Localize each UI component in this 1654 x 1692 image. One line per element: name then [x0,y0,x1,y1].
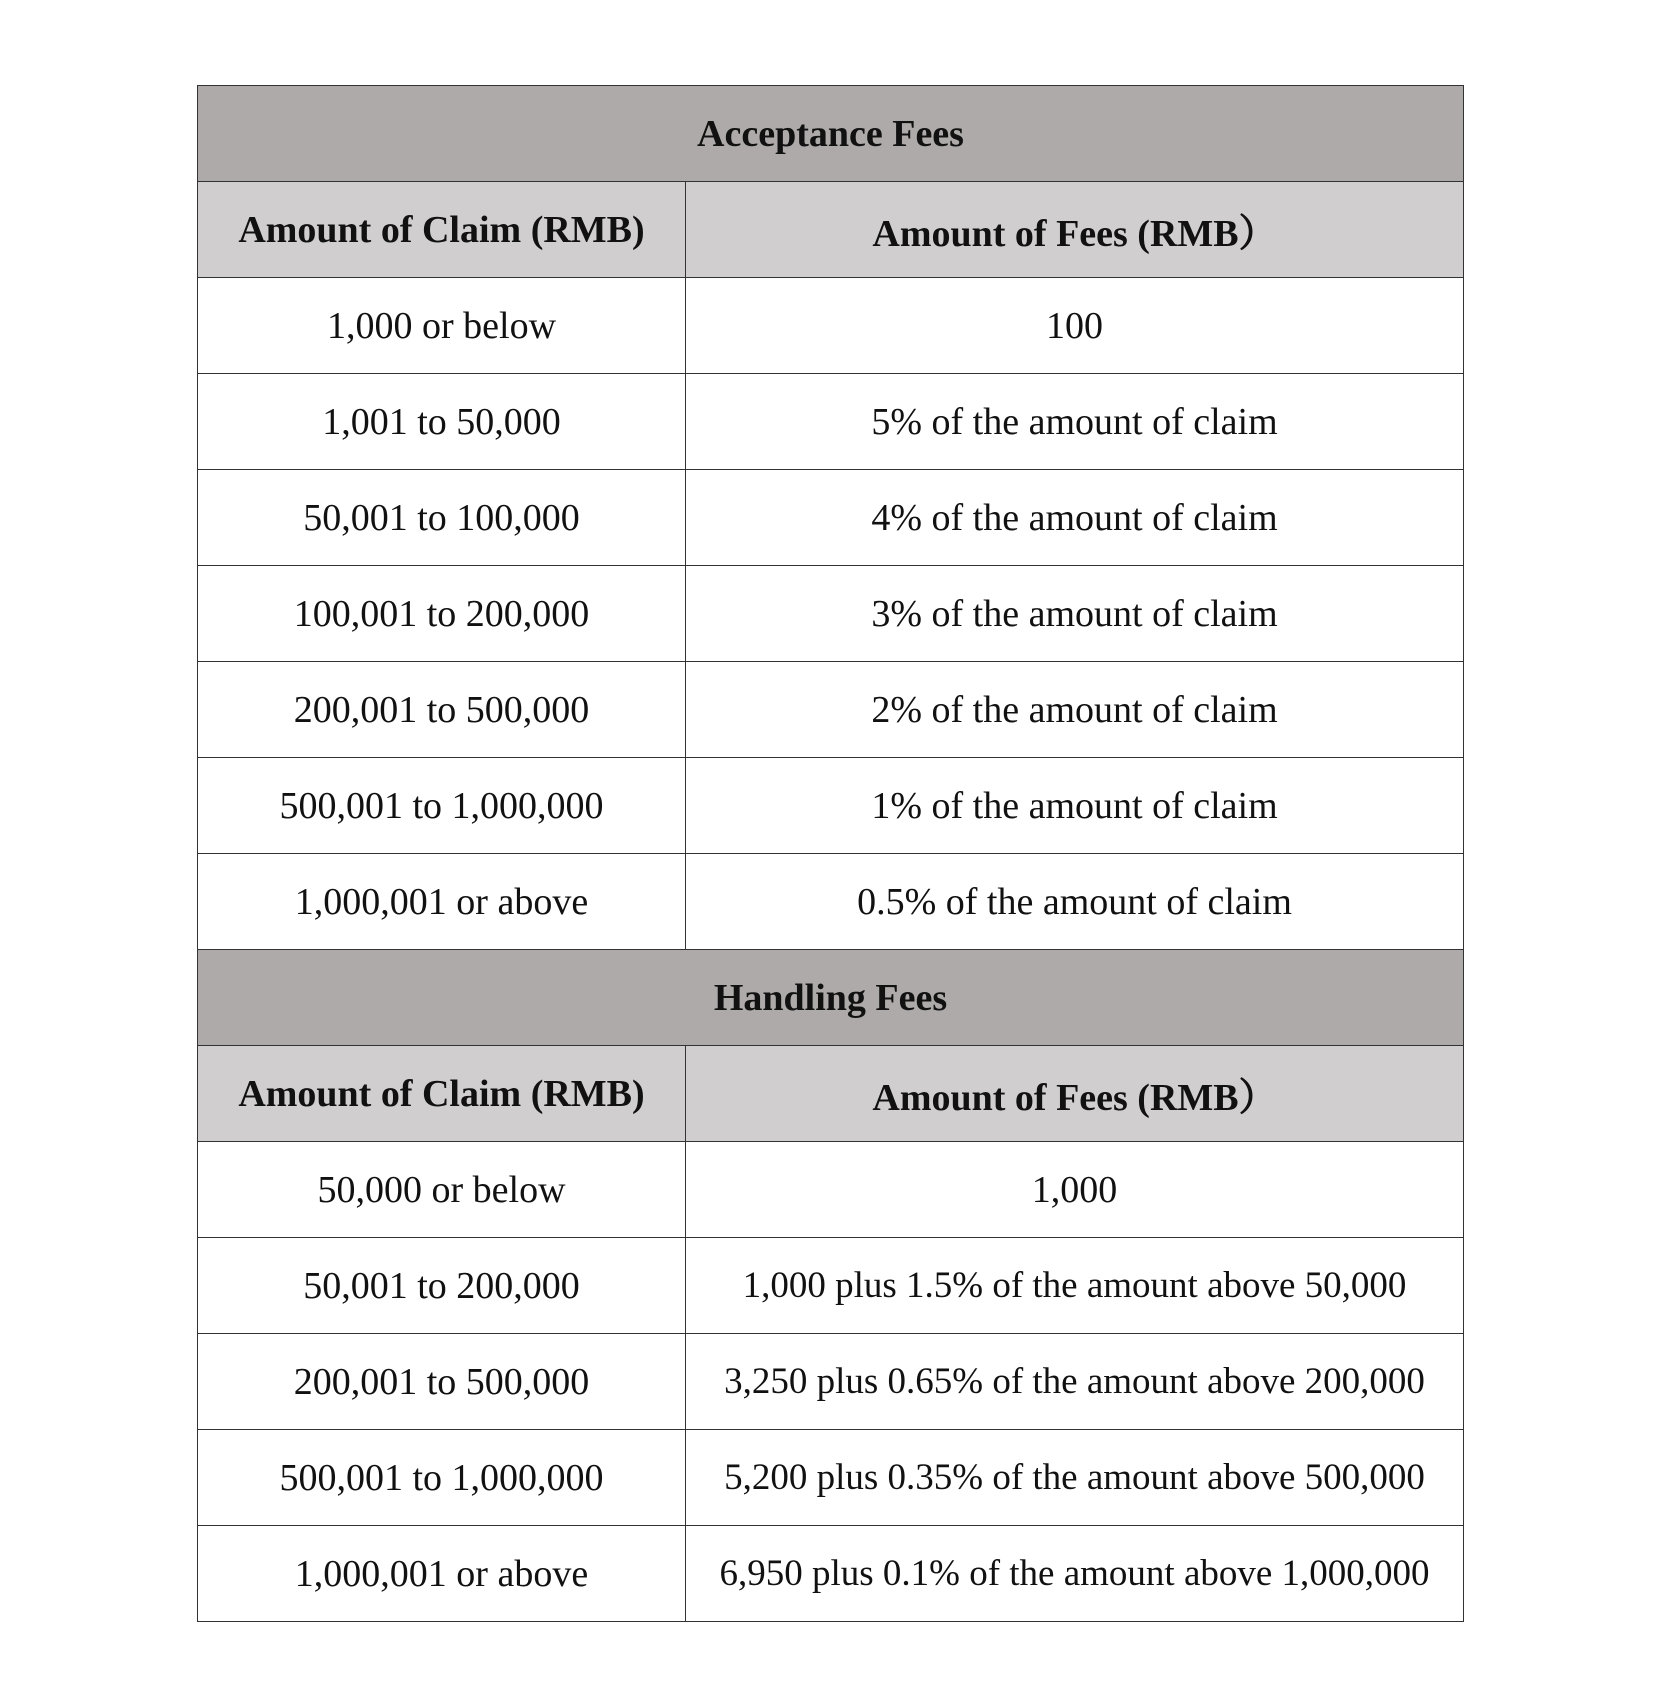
claim-cell: 1,001 to 50,000 [198,374,686,470]
handling-header-row [198,1046,1464,1142]
acceptance-header-row [198,182,1464,278]
table-row [198,1334,1464,1430]
acceptance-header-claim: Amount of Claim (RMB) [198,182,686,278]
table-row [198,566,1464,662]
acceptance-title-row [198,86,1464,182]
fee-table [197,85,1464,1622]
handling-title-row [198,950,1464,1046]
claim-cell: 200,001 to 500,000 [198,662,686,758]
table-row [198,1142,1464,1238]
claim-cell: 500,001 to 1,000,000 [198,758,686,854]
handling-title: Handling Fees [198,950,1464,1046]
claim-cell: 500,001 to 1,000,000 [198,1430,686,1526]
table-row [198,1238,1464,1334]
fee-cell: 2% of the amount of claim [686,662,1464,758]
fee-cell: 1% of the amount of claim [686,758,1464,854]
fee-cell: 3% of the amount of claim [686,566,1464,662]
claim-cell: 50,000 or below [198,1142,686,1238]
acceptance-title: Acceptance Fees [198,86,1464,182]
claim-cell: 1,000 or below [198,278,686,374]
handling-header-claim: Amount of Claim (RMB) [198,1046,686,1142]
fee-cell: 1,000 plus 1.5% of the amount above 50,000 [686,1238,1464,1334]
table-row [198,278,1464,374]
table-row [198,470,1464,566]
table-row [198,854,1464,950]
claim-cell: 50,001 to 100,000 [198,470,686,566]
claim-cell: 200,001 to 500,000 [198,1334,686,1430]
fee-cell: 100 [686,278,1464,374]
handling-header-fee: Amount of Fees (RMB） [686,1046,1464,1142]
table-row [198,662,1464,758]
fee-cell: 5,200 plus 0.35% of the amount above 500,000 [686,1430,1464,1526]
table-row [198,1430,1464,1526]
acceptance-header-fee: Amount of Fees (RMB） [686,182,1464,278]
claim-cell: 100,001 to 200,000 [198,566,686,662]
claim-cell: 50,001 to 200,000 [198,1238,686,1334]
fee-cell: 3,250 plus 0.65% of the amount above 200,000 [686,1334,1464,1430]
table-row [198,1526,1464,1622]
claim-cell: 1,000,001 or above [198,854,686,950]
claim-cell: 1,000,001 or above [198,1526,686,1622]
fee-cell: 5% of the amount of claim [686,374,1464,470]
fee-cell: 4% of the amount of claim [686,470,1464,566]
table-row [198,758,1464,854]
fee-cell: 0.5% of the amount of claim [686,854,1464,950]
fee-cell: 1,000 [686,1142,1464,1238]
fee-cell: 6,950 plus 0.1% of the amount above 1,000,000 [686,1526,1464,1622]
table-row [198,374,1464,470]
